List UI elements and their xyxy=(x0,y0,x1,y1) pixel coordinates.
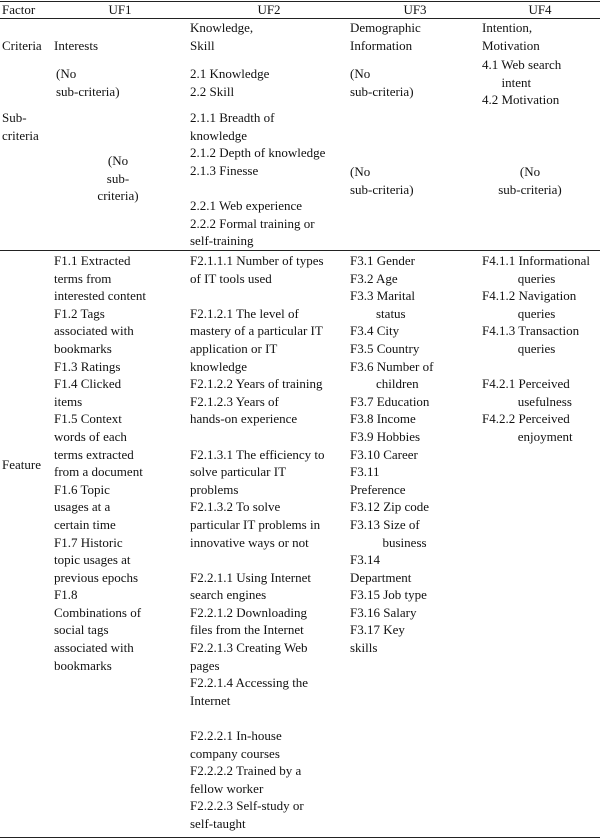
feature-uf1: F1.1 Extracted terms from interested content F1.2 Tags associated with bookmarks F1.3 Ratings F1.4 Clicked items F1.5 Context words of each terms extracted from a document F1.6 Topic usages at a certain time F1.7 Historic topic usages at previous epochs F1.8 Combinations of social tags associated with bookmarks xyxy=(54,253,147,673)
feature-label: Feature xyxy=(2,457,41,472)
header-uf3: UF3 xyxy=(403,2,427,17)
section-rule xyxy=(0,250,600,251)
feature-uf3: F3.1 Gender F3.2 Age F3.3 Marital status F3.4 City F3.5 Country F3.6 Number of children F3.7 Education F3.8 Income F3.9 Hobbies F3.10 Career F3.11 Preference F3.12 Zip code F3.13 Size of business F3.14 Department F3.15 Job type F3.16 Salary F3.17 Key skills xyxy=(350,253,434,656)
subcriteria-label: Sub- criteria xyxy=(2,110,39,143)
subcriteria-uf3-bottom: (No sub-criteria) xyxy=(350,164,414,197)
header-factor: Factor xyxy=(2,2,36,17)
feature-uf4: F4.1.1 Informational queries F4.1.2 Navigation queries F4.1.3 Transaction queries F4.2.1 Perceived usefulness F4.2.2 Perceived enjoyment xyxy=(482,253,590,444)
subcriteria-uf3-top: (No sub-criteria) xyxy=(350,66,414,99)
subcriteria-uf4-bottom: (No sub-criteria) xyxy=(498,164,562,197)
header-uf1: UF1 xyxy=(108,2,132,17)
criteria-uf2: Knowledge, Skill xyxy=(190,20,254,53)
criteria-label: Criteria xyxy=(2,38,42,53)
subcriteria-uf2-c: 2.2.1 Web experience 2.2.2 Formal training or self-training xyxy=(190,198,315,249)
subcriteria-uf2-b: 2.1.1 Breadth of knowledge 2.1.2 Depth of knowledge 2.1.3 Finesse xyxy=(190,110,326,178)
feature-uf2: F2.1.1.1 Number of types of IT tools used F2.1.2.1 The level of mastery of a particular IT application or IT knowledge F2.1.2.2 Years of training F2.1.2.3 Years of hands-on experience F2.1.3.1 The efficiency to solve particular IT problems F2.1.3.2 To solve particular IT problems in innovative ways or not F2.2.1.1 Using Internet search engines F2.2.1.2 Downloading files from the Internet F2.2.1.3 Creating Web pages F2.2.1.4 Accessing the Internet F2.2.2.1 In-house company courses F2.2.2.2 Trained by a fellow worker F2.2.2.3 Self-study or self-taught xyxy=(190,253,325,831)
bottom-rule xyxy=(0,837,600,838)
criteria-uf3: Demographic Information xyxy=(350,20,421,53)
criteria-uf4: Intention, Motivation xyxy=(482,20,540,53)
criteria-uf1: Interests xyxy=(54,38,99,53)
header-uf4: UF4 xyxy=(528,2,552,17)
subcriteria-uf2-a: 2.1 Knowledge 2.2 Skill xyxy=(190,66,270,99)
subcriteria-uf4-top: 4.1 Web search intent 4.2 Motivation xyxy=(482,57,562,108)
subcriteria-uf1-bottom: (No sub- criteria) xyxy=(97,153,139,204)
header-uf2: UF2 xyxy=(257,2,281,17)
subcriteria-uf1-top: (No sub-criteria) xyxy=(56,66,120,99)
